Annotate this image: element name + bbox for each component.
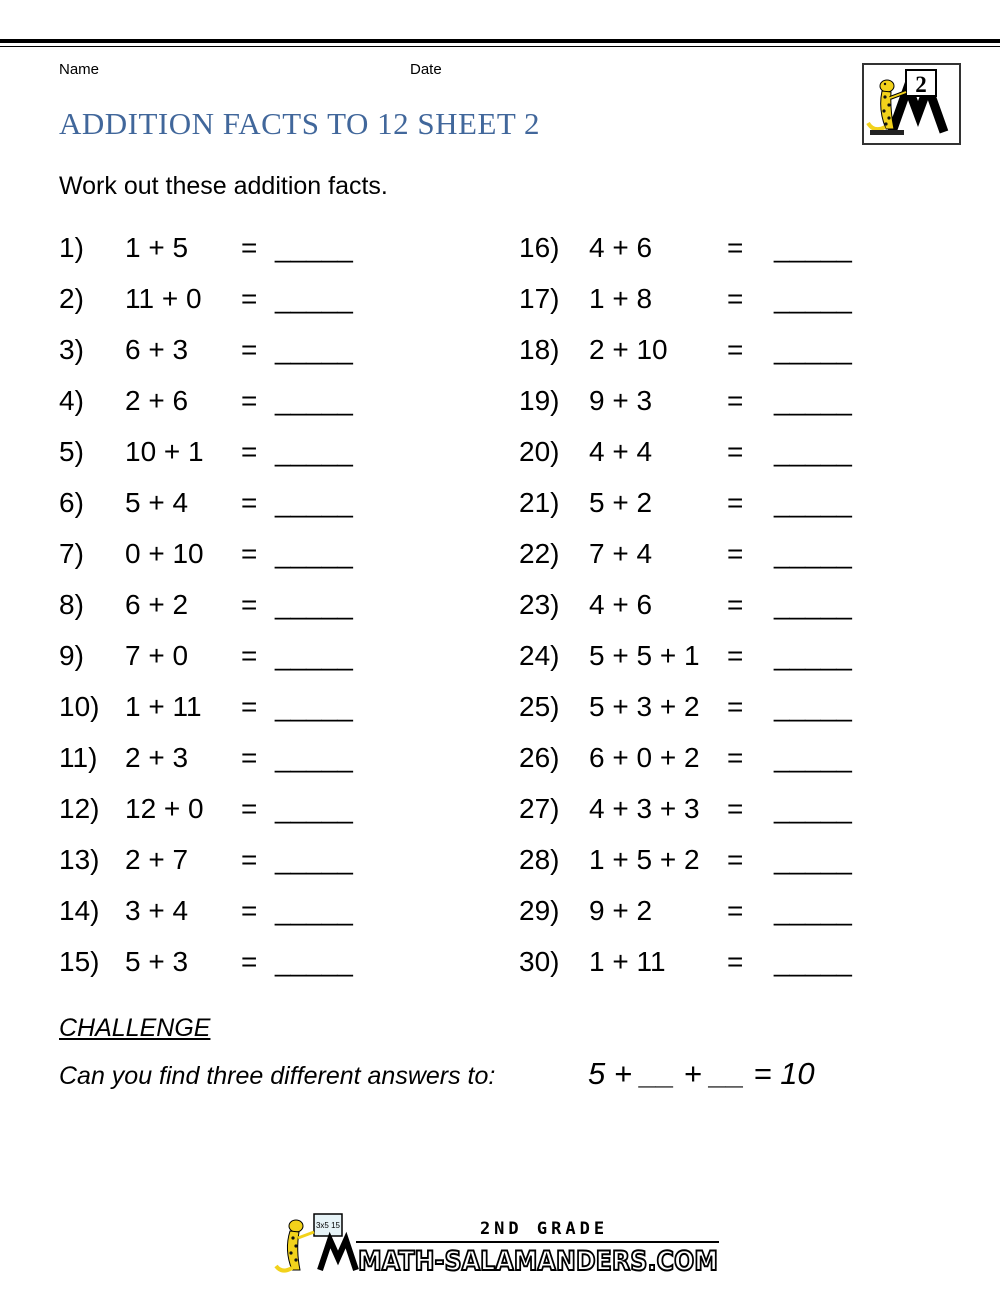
equals-sign: =: [727, 895, 744, 926]
equals-sign: =: [241, 283, 258, 314]
answer-blank[interactable]: _____: [774, 895, 852, 926]
question-number: 4): [59, 385, 84, 416]
question-number: 23): [519, 589, 560, 620]
question-number: 21): [519, 487, 560, 518]
question-number: 11): [59, 742, 98, 773]
answer-blank[interactable]: _____: [275, 742, 353, 773]
equals-sign: =: [727, 589, 744, 620]
answer-blank[interactable]: _____: [275, 283, 353, 314]
answer-blank[interactable]: _____: [774, 793, 852, 824]
question-expression: 5 + 2: [589, 487, 653, 518]
question-number: 8): [59, 589, 84, 620]
equals-sign: =: [727, 946, 744, 977]
answer-blank[interactable]: _____: [774, 487, 852, 518]
page-title: ADDITION FACTS TO 12 SHEET 2: [59, 106, 541, 141]
question-expression: 9 + 2: [589, 895, 653, 926]
equals-sign: =: [727, 334, 744, 365]
equals-sign: =: [727, 538, 744, 569]
salamander-footer-icon: [274, 1212, 726, 1278]
answer-blank[interactable]: _____: [774, 334, 852, 365]
question-expression: 6 + 3: [125, 334, 189, 365]
equals-sign: =: [727, 487, 744, 518]
question-number: 29): [519, 895, 560, 926]
top-rule-thin: [0, 46, 1000, 47]
question-number: 5): [59, 436, 84, 467]
equals-sign: =: [241, 844, 258, 875]
question-number: 25): [519, 691, 560, 722]
question-expression: 1 + 11: [589, 946, 666, 977]
challenge-expression: 5 + __ + __ = 10: [588, 1056, 815, 1091]
answer-blank[interactable]: _____: [774, 589, 852, 620]
header-logo: [862, 63, 961, 145]
answer-blank[interactable]: _____: [774, 640, 852, 671]
question-number: 17): [519, 283, 560, 314]
question-expression: 4 + 6: [589, 232, 653, 263]
equals-sign: =: [727, 691, 744, 722]
equals-sign: =: [727, 232, 744, 263]
question-expression: 7 + 0: [125, 640, 189, 671]
question-expression: 4 + 3 + 3: [589, 793, 700, 824]
question-number: 12): [59, 793, 100, 824]
question-number: 22): [519, 538, 560, 569]
answer-blank[interactable]: _____: [774, 844, 852, 875]
logo-grade-number: 2: [915, 72, 927, 97]
question-expression: 0 + 10: [125, 538, 204, 569]
question-number: 27): [519, 793, 560, 824]
question-number: 20): [519, 436, 560, 467]
challenge-title: CHALLENGE: [59, 1014, 211, 1042]
answer-blank[interactable]: _____: [275, 334, 353, 365]
equals-sign: =: [241, 589, 258, 620]
question-number: 10): [59, 691, 100, 722]
answer-blank[interactable]: _____: [275, 385, 353, 416]
answer-blank[interactable]: _____: [774, 691, 852, 722]
question-number: 2): [59, 283, 84, 314]
question-expression: 1 + 8: [589, 283, 653, 314]
question-expression: 9 + 3: [589, 385, 653, 416]
question-expression: 1 + 5: [125, 232, 189, 263]
equals-sign: =: [727, 385, 744, 416]
equals-sign: =: [241, 436, 258, 467]
question-expression: 1 + 11: [125, 691, 202, 722]
equals-sign: =: [241, 640, 258, 671]
question-number: 1): [59, 232, 84, 263]
question-number: 18): [519, 334, 560, 365]
equals-sign: =: [241, 691, 258, 722]
question-number: 24): [519, 640, 560, 671]
question-expression: 4 + 4: [589, 436, 653, 467]
answer-blank[interactable]: _____: [275, 640, 353, 671]
answer-blank[interactable]: _____: [275, 538, 353, 569]
question-expression: 11 + 0: [125, 283, 202, 314]
answer-blank[interactable]: _____: [774, 232, 852, 263]
instructions: Work out these addition facts.: [59, 172, 388, 200]
answer-blank[interactable]: _____: [774, 385, 852, 416]
question-number: 7): [59, 538, 84, 569]
footer-grade-text: 2ND GRADE: [479, 1219, 609, 1239]
question-expression: 5 + 3: [125, 946, 189, 977]
question-expression: 6 + 2: [125, 589, 189, 620]
answer-blank[interactable]: _____: [275, 436, 353, 467]
equals-sign: =: [241, 793, 258, 824]
equals-sign: =: [241, 232, 258, 263]
equals-sign: =: [727, 436, 744, 467]
equals-sign: =: [241, 385, 258, 416]
footer-site-text: MATH-SALAMANDERS.COM: [358, 1246, 718, 1277]
question-expression: 1 + 5 + 2: [589, 844, 700, 875]
challenge-question: Can you find three different answers to:: [59, 1062, 496, 1090]
answer-blank[interactable]: _____: [275, 691, 353, 722]
answer-blank[interactable]: _____: [774, 283, 852, 314]
question-expression: 5 + 4: [125, 487, 189, 518]
question-expression: 6 + 0 + 2: [589, 742, 700, 773]
question-number: 28): [519, 844, 560, 875]
answer-blank[interactable]: _____: [774, 538, 852, 569]
question-number: 19): [519, 385, 560, 416]
name-label: Name: [59, 61, 100, 78]
equals-sign: =: [727, 844, 744, 875]
answer-blank[interactable]: _____: [774, 742, 852, 773]
equals-sign: =: [241, 334, 258, 365]
question-expression: 2 + 3: [125, 742, 189, 773]
equals-sign: =: [727, 793, 744, 824]
question-expression: 5 + 3 + 2: [589, 691, 700, 722]
question-expression: 5 + 5 + 1: [589, 640, 700, 671]
question-expression: 2 + 7: [125, 844, 189, 875]
footer-logo: [274, 1212, 726, 1278]
question-number: 16): [519, 232, 560, 263]
question-number: 3): [59, 334, 84, 365]
question-number: 30): [519, 946, 560, 977]
equals-sign: =: [241, 487, 258, 518]
equals-sign: =: [241, 895, 258, 926]
question-number: 14): [59, 895, 100, 926]
question-expression: 2 + 10: [589, 334, 668, 365]
question-expression: 3 + 4: [125, 895, 189, 926]
question-expression: 2 + 6: [125, 385, 189, 416]
equals-sign: =: [727, 283, 744, 314]
answer-blank[interactable]: _____: [275, 232, 353, 263]
question-expression: 10 + 1: [125, 436, 204, 467]
question-expression: 4 + 6: [589, 589, 653, 620]
question-expression: 12 + 0: [125, 793, 204, 824]
answer-blank[interactable]: _____: [275, 589, 353, 620]
question-number: 6): [59, 487, 84, 518]
answer-blank[interactable]: _____: [774, 946, 852, 977]
answer-blank[interactable]: _____: [774, 436, 852, 467]
question-expression: 7 + 4: [589, 538, 653, 569]
equals-sign: =: [241, 538, 258, 569]
salamander-logo-icon: [864, 65, 959, 143]
question-number: 13): [59, 844, 100, 875]
answer-blank[interactable]: _____: [275, 895, 353, 926]
equals-sign: =: [241, 742, 258, 773]
question-number: 15): [59, 946, 100, 977]
date-label: Date: [410, 61, 442, 78]
answer-blank[interactable]: _____: [275, 487, 353, 518]
equals-sign: =: [727, 640, 744, 671]
answer-blank[interactable]: _____: [275, 793, 353, 824]
equals-sign: =: [241, 946, 258, 977]
question-number: 26): [519, 742, 560, 773]
answer-blank[interactable]: _____: [275, 844, 353, 875]
question-number: 9): [59, 640, 84, 671]
equals-sign: =: [727, 742, 744, 773]
answer-blank[interactable]: _____: [275, 946, 353, 977]
top-rule-thick: [0, 39, 1000, 43]
footer-sign-text: 3x5 15: [315, 1221, 341, 1230]
